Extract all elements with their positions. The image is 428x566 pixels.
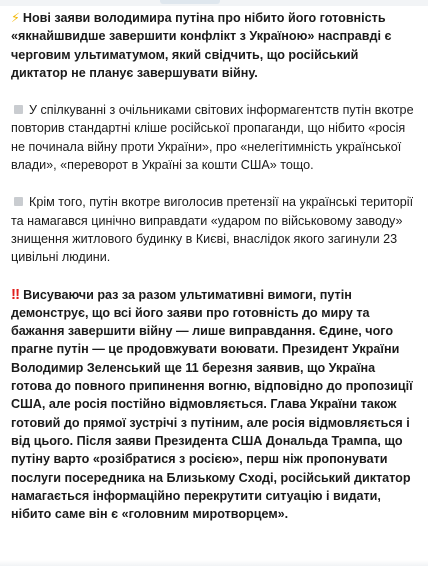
post-paragraph-2 xyxy=(11,101,418,174)
gray-square-icon xyxy=(14,197,23,206)
post-paragraph-2-text: У спілкуванні з очільниками світових інформагентств путін вкотре повторив стандартні кліше російської пропаганди, що нібито «росія не починала війну проти України», про «нелегітимність української влади», «переворот в Україні за кошти США» тощо. xyxy=(11,103,414,173)
post-paragraph-1 xyxy=(11,9,418,82)
post-paragraph-4-text: Висуваючи раз за разом ультимативні вимоги, путін демонструє, що всі його заяви про готовність до миру та бажання завершити війну — лише виправдання. Єдине, чого прагне путін — це продовжувати воювати. Президент України Володимир Зеленський ще 11 березня заявив, що Україна готова до повного припинення вогню, відповідно до пропозиції США, але росія постійно відмовляється. Глава України також готовий до прямої зустрічі з путіним, але росія відмовляється і від цього. Після заяви Президента США Дональда Трампа, що путіну варто «розібратися з росією», перш ніж пропонувати послуги посередника на Близькому Сході, російський диктатор намагається інформаційно перекрутити ситуацію і видати, нібито саме він є «головним миротворцем». xyxy=(11,287,413,522)
post-paragraph-1-text: Нові заяви володимира путіна про нібито його готовність «якнайшвидше завершити конфлікт з Україною» насправді є черговим ультиматумом, який свідчить, що російський диктатор не планує завершувати війну. xyxy=(11,11,392,80)
lightning-icon: ⚡ xyxy=(11,11,20,25)
post-paragraph-3-text: Крім того, путін вкотре виголосив претензії на українські території та намагався цинічно виправдати «ударом по військовому заводу» знищення житлового будинку в Києві, внаслідок якого загинули 23 цивільні людини. xyxy=(11,195,414,265)
double-exclamation-icon: ‼ xyxy=(11,285,19,303)
gray-square-icon xyxy=(14,105,23,114)
message-bottom-edge xyxy=(0,560,428,566)
post-paragraph-4 xyxy=(11,286,418,524)
post-paragraph-3 xyxy=(11,193,418,266)
